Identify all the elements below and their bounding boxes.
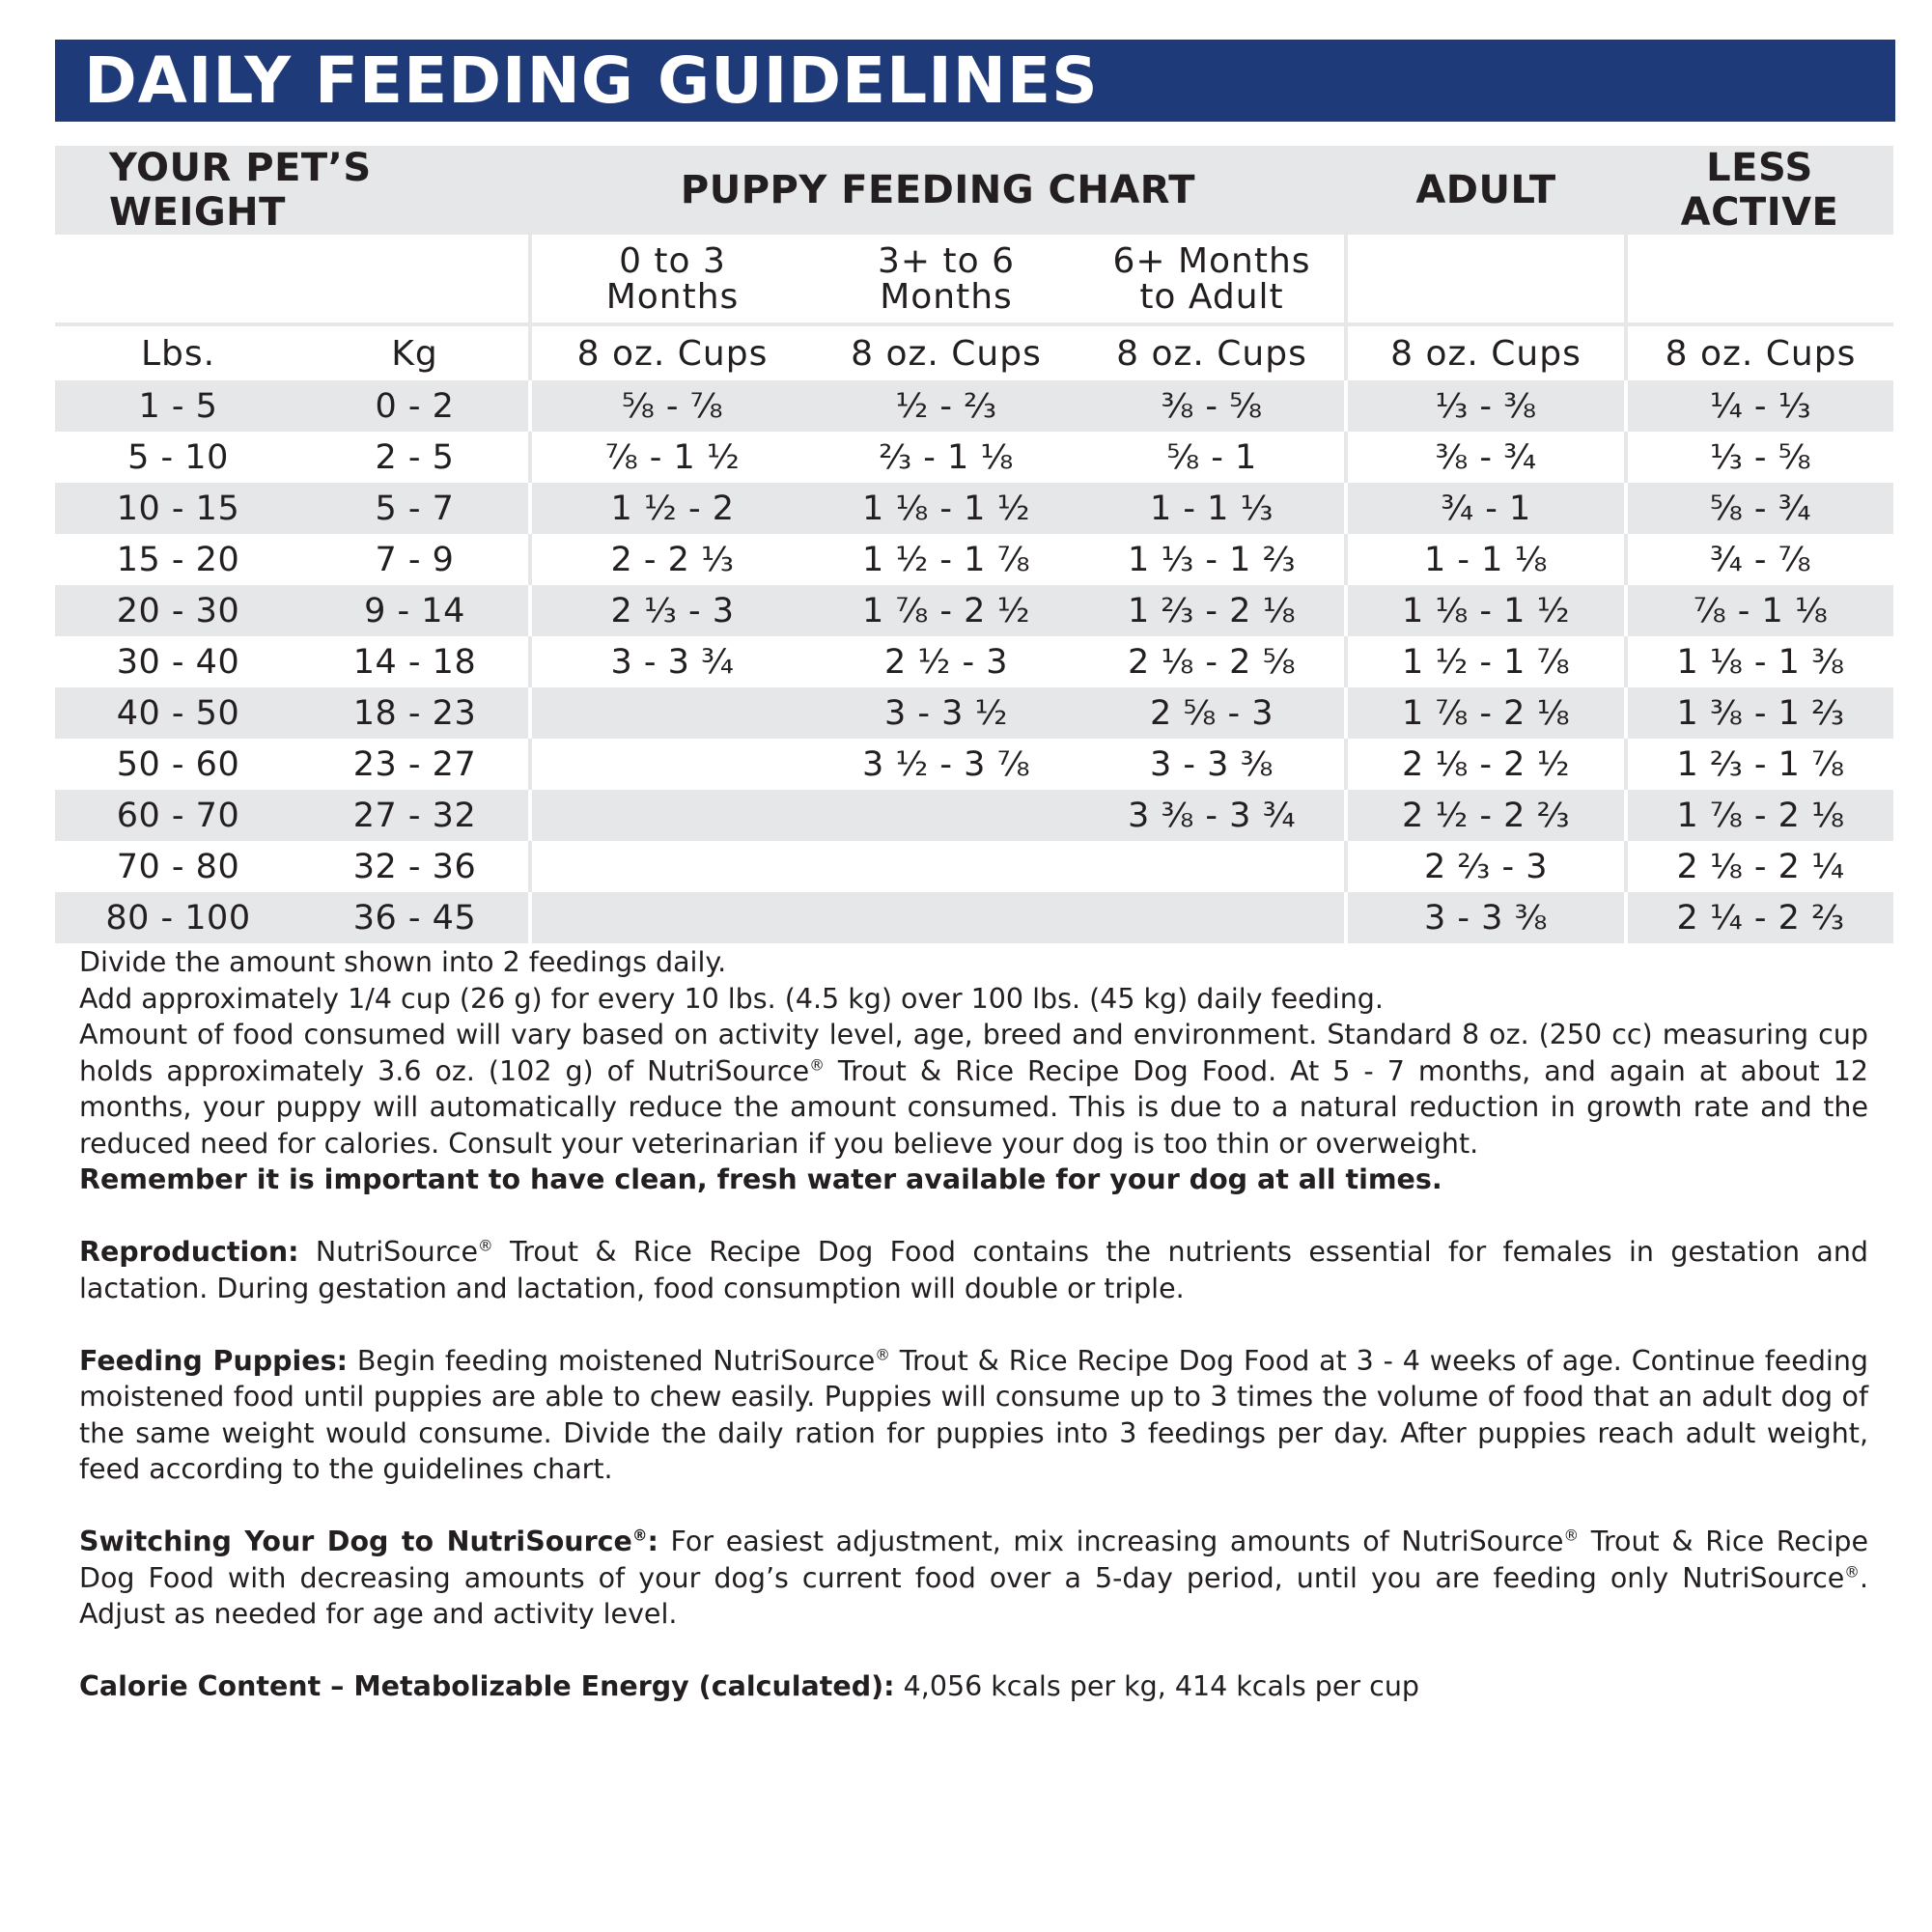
table-cell: 1 ½ - 2 xyxy=(530,483,813,534)
note-large-dogs: Add approximately 1/4 cup (26 g) for every 10 lbs. (4.5 kg) over 100 lbs. (45 kg) daily feeding. xyxy=(79,982,1384,1015)
note-calorie-content: Calorie Content – Metabolizable Energy (calculated): 4,056 kcals per kg, 414 kcals per cup xyxy=(79,1670,1419,1702)
age-header-3-6: 3+ to 6 Months xyxy=(813,235,1079,324)
table-cell: 60 - 70 xyxy=(55,790,301,841)
table-cell: 2 ⅓ - 3 xyxy=(530,585,813,636)
table-row xyxy=(55,636,1893,687)
table-cell: 2 ⅝ - 3 xyxy=(1079,687,1346,739)
table-cell: 23 - 27 xyxy=(352,744,477,784)
table-cell: 3 - 3 ½ xyxy=(813,687,1079,739)
table-cell: 2 ½ - 3 xyxy=(884,642,1008,682)
table-cell: 1 - 1 ⅓ xyxy=(1079,483,1346,534)
unit-header: Kg xyxy=(391,333,438,374)
table-row xyxy=(55,380,1893,432)
table-row xyxy=(55,841,1893,892)
note-divide: Divide the amount shown into 2 feedings daily. xyxy=(79,946,727,978)
note-reproduction: Reproduction: NutriSource® Trout & Rice Recipe Dog Food contains the nutrients essential for females in gestation and lactation. During gestation and lactation, food consumption will double or triple. xyxy=(79,1236,1869,1304)
table-cell xyxy=(530,841,813,892)
unit-header: 8 oz. Cups xyxy=(1346,324,1626,380)
table-cell: 3 - 3 ⅜ xyxy=(1346,892,1626,943)
table-cell: 2 - 2 ⅓ xyxy=(530,534,813,585)
table-cell: ⅝ - ¾ xyxy=(1626,483,1893,534)
table-cell xyxy=(1079,892,1346,943)
table-cell: 27 - 32 xyxy=(301,790,530,841)
age-header-6-adult: 6+ Months to Adult xyxy=(1079,235,1346,324)
table-cell: 30 - 40 xyxy=(116,642,240,682)
age-header-row xyxy=(55,235,1893,324)
unit-header: Lbs. xyxy=(140,333,216,374)
note-switching: Switching Your Dog to NutriSource®: For easiest adjustment, mix increasing amounts of NutriSource® Trout & Rice Recipe Dog Food with decreasing amounts of your dog’s current food over a 5-day period, until you are feeding only NutriSource®. Adjust as needed for age and activity level. xyxy=(79,1526,1868,1630)
table-cell: 3 - 3 ⅜ xyxy=(1150,744,1274,784)
header-pet-weight: YOUR PET’S WEIGHT xyxy=(55,146,530,235)
unit-header: 8 oz. Cups xyxy=(1116,333,1307,374)
note-amount: Amount of food consumed will vary based on activity level, age, breed and environment. Standard 8 oz. (250 cc) measuring cup holds approximately 3.6 oz. (102 g) of NutriSource® Trout & Rice Recipe Dog Food. At 5 - 7 months, and again at about 12 months, your puppy will automatically reduce the amount consumed. This is due to a natural reduction in growth rate and the reduced need for calories. Consult your veterinarian if you believe your dog is too thin or overweight. xyxy=(79,1019,1868,1160)
table-cell: ¾ - 1 xyxy=(1346,483,1626,534)
table-row xyxy=(55,687,1893,739)
page-title: DAILY FEEDING GUIDELINES xyxy=(84,43,1099,118)
table-cell: 20 - 30 xyxy=(55,585,301,636)
table-row xyxy=(55,534,1893,585)
table-cell: 1 ⅛ - 1 ⅜ xyxy=(1626,636,1893,687)
table-cell: 80 - 100 xyxy=(55,892,301,943)
table-cell: 2 ⅔ - 3 xyxy=(1346,841,1626,892)
table-cell: 3 ½ - 3 ⅞ xyxy=(861,744,1030,784)
table-row xyxy=(55,790,1893,841)
table-cell: 0 - 2 xyxy=(301,380,530,432)
age-header-0-3: 0 to 3 Months xyxy=(530,235,813,324)
table-row xyxy=(55,585,1893,636)
table-cell: 1 ½ - 1 ⅞ xyxy=(1346,636,1626,687)
feeding-notes xyxy=(79,944,1868,1705)
table-cell: ¼ - ⅓ xyxy=(1626,380,1893,432)
table-cell: 2 - 5 xyxy=(375,437,455,477)
table-cell: 1 ⅞ - 2 ⅛ xyxy=(1626,790,1893,841)
header-adult: ADULT xyxy=(1346,146,1626,235)
table-cell: 1 ⅛ - 1 ½ xyxy=(813,483,1079,534)
table-cell: 2 ⅛ - 2 ¼ xyxy=(1626,841,1893,892)
feeding-rows xyxy=(55,380,1893,943)
table-cell xyxy=(530,892,813,943)
table-cell xyxy=(813,841,1079,892)
table-cell xyxy=(1079,841,1346,892)
table-cell: ⅞ - 1 ½ xyxy=(530,432,813,483)
table-cell: 1 ⅞ - 2 ½ xyxy=(813,585,1079,636)
table-cell: 5 - 7 xyxy=(301,483,530,534)
table-cell: 3 ⅜ - 3 ¾ xyxy=(1079,790,1346,841)
table-cell xyxy=(813,790,1079,841)
header-less-active: LESS ACTIVE xyxy=(1626,146,1893,235)
table-cell: 5 - 10 xyxy=(127,437,229,477)
table-cell: 15 - 20 xyxy=(116,540,240,579)
table-cell: ⅝ - ⅞ xyxy=(530,380,813,432)
table-cell: ¾ - ⅞ xyxy=(1626,534,1893,585)
table-cell: 9 - 14 xyxy=(301,585,530,636)
table-cell xyxy=(530,790,813,841)
table-cell: 70 - 80 xyxy=(116,847,240,886)
table-cell: 1 ⅔ - 1 ⅞ xyxy=(1626,739,1893,790)
table-cell: 2 ⅛ - 2 ½ xyxy=(1346,739,1626,790)
table-cell: 1 - 5 xyxy=(55,380,301,432)
table-cell: 10 - 15 xyxy=(55,483,301,534)
title-banner xyxy=(55,40,1895,122)
table-cell xyxy=(813,892,1079,943)
table-row xyxy=(55,892,1893,943)
table-cell: 1 ⅛ - 1 ½ xyxy=(1346,585,1626,636)
unit-header: 8 oz. Cups xyxy=(530,324,813,380)
group-header-row xyxy=(55,146,1893,235)
table-cell: 40 - 50 xyxy=(55,687,301,739)
table-cell: 50 - 60 xyxy=(116,744,240,784)
table-cell: 18 - 23 xyxy=(301,687,530,739)
note-feeding-puppies: Feeding Puppies: Begin feeding moistened NutriSource® Trout & Rice Recipe Dog Food at 3 - 4 weeks of age. Continue feeding moistened food until puppies are able to chew easily. Puppies will consume up to 3 times the volume of food that an adult dog of the same weight would consume. Divide the daily ration for puppies into 3 feedings per day. After puppies reach adult weight, feed according to the guidelines chart. xyxy=(79,1344,1868,1485)
table-cell: ⅓ - ⅜ xyxy=(1346,380,1626,432)
table-cell: 36 - 45 xyxy=(301,892,530,943)
feeding-chart-table xyxy=(55,146,1893,943)
table-cell: 7 - 9 xyxy=(375,540,455,579)
note-water: Remember it is important to have clean, fresh water available for your dog at all times. xyxy=(79,1163,1442,1195)
table-row xyxy=(55,739,1893,790)
table-cell: 1 ⅔ - 2 ⅛ xyxy=(1079,585,1346,636)
table-cell: ⅔ - 1 ⅛ xyxy=(879,437,1014,477)
table-cell: 1 ⅓ - 1 ⅔ xyxy=(1127,540,1296,579)
table-cell: ⅞ - 1 ⅛ xyxy=(1626,585,1893,636)
table-row xyxy=(55,432,1893,483)
table-cell: ⅓ - ⅝ xyxy=(1626,432,1893,483)
table-cell: ½ - ⅔ xyxy=(813,380,1079,432)
table-cell: 32 - 36 xyxy=(352,847,477,886)
table-cell: ⅝ - 1 xyxy=(1166,437,1257,477)
table-cell: 2 ⅛ - 2 ⅝ xyxy=(1127,642,1296,682)
table-cell: 2 ¼ - 2 ⅔ xyxy=(1626,892,1893,943)
unit-header: 8 oz. Cups xyxy=(851,333,1042,374)
table-cell: 1 - 1 ⅛ xyxy=(1346,534,1626,585)
table-cell xyxy=(530,687,813,739)
unit-header: 8 oz. Cups xyxy=(1626,324,1893,380)
table-cell: 1 ½ - 1 ⅞ xyxy=(861,540,1030,579)
table-cell: 1 ⅜ - 1 ⅔ xyxy=(1626,687,1893,739)
unit-header-row xyxy=(55,324,1893,380)
table-cell: ⅜ - ⅝ xyxy=(1079,380,1346,432)
table-cell: 2 ½ - 2 ⅔ xyxy=(1346,790,1626,841)
header-puppy-chart: PUPPY FEEDING CHART xyxy=(530,146,1346,235)
table-cell: 14 - 18 xyxy=(352,642,477,682)
table-cell: ⅜ - ¾ xyxy=(1346,432,1626,483)
table-cell: 3 - 3 ¾ xyxy=(530,636,813,687)
table-cell: 1 ⅞ - 2 ⅛ xyxy=(1346,687,1626,739)
table-cell xyxy=(530,739,813,790)
table-row xyxy=(55,483,1893,534)
